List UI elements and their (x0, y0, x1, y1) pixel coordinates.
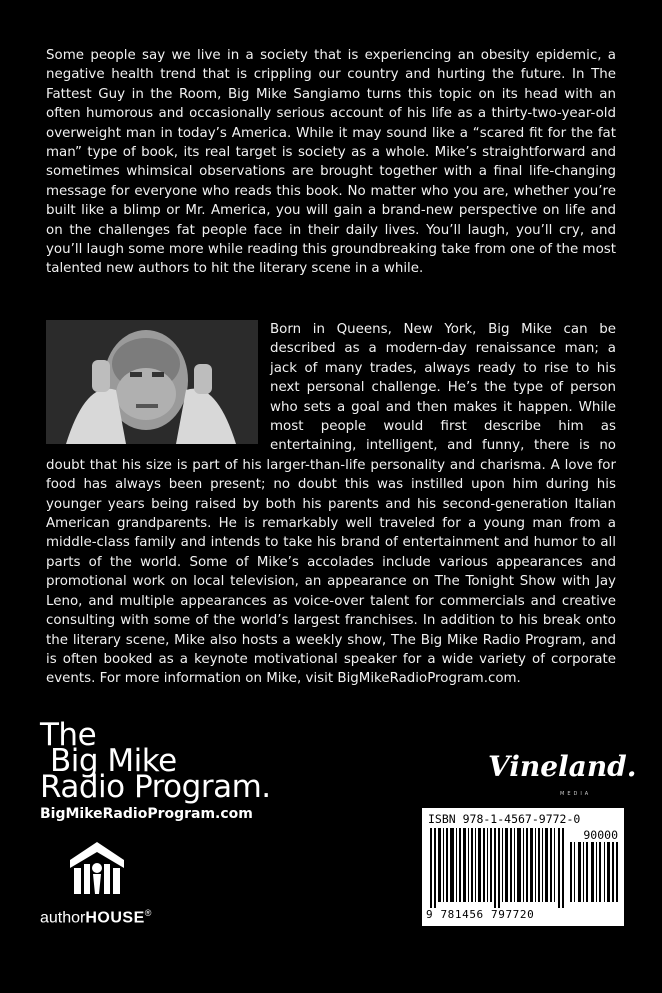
radio-logo-line3: Radio Program. (40, 769, 271, 805)
isbn-text: ISBN 978-1-4567-9772-0 (428, 812, 581, 826)
radio-program-url: BigMikeRadioProgram.com (40, 806, 253, 822)
imprint-logo: Vineland. (488, 750, 637, 783)
registered-mark: ® (144, 908, 152, 918)
imprint-sub: MEDIA (560, 791, 592, 797)
radio-logo-line1: The (40, 717, 97, 753)
price-bars (570, 842, 620, 902)
radio-logo-line2: Big Mike (50, 743, 177, 779)
publisher-name (40, 908, 151, 927)
author-photo-image (46, 320, 258, 444)
authorhouse-house-icon (66, 838, 128, 900)
ean-bars (428, 828, 568, 908)
author-bio-text: Born in Queens, New York, Big Mike can be described as a modern-day renaissance man; a jack of many trades, always ready to rise to his next personal challenge. He’s the type of person who sets a goal and then makes it happen. While most people would first describe him as entertaining, intelligent, and funny, there is no doubt that his size is part of his larger-than-life personality and charisma. A love for food has always been present; no doubt this was instilled upon him during his younger years being raised by both his parents and his second-generation Italian American grandparents. He is remarkably well traveled for a young man from a middle-class family and intends to take his brand of entertainment and humor to all parts of the world. Some of Mike’s accolades include various appearances and promotional work on local television, an appearance on The Tonight Show with Jay Leno, and multiple appearances as voice-over talent for commercials and creative consulting with some of the world’s largest franchises. In addition to his break onto the literary scene, Mike also hosts a weekly show, The Big Mike Radio Program, and is often booked as a keynote motivational speaker for a wide variety of corporate events. For more information on Mike, visit BigMikeRadioProgram.com. (46, 322, 616, 687)
author-photo (46, 320, 258, 444)
publisher-name-prefix: author (40, 909, 86, 927)
price-code: 90000 (583, 828, 618, 842)
book-blurb: Some people say we live in a society that is experiencing an obesity epidemic, a negative health trend that is crippling our country and hurting the future. In The Fattest Guy in the Room, Big Mike Sangiamo turns this topic on its head with an often humorous and occasionally serious account of his life as a thirty-two-year-old overweight man in today’s America. While it may sound like a “scared fit for the fat man” type of book, its real target is society as a whole. Mike’s straightforward and sometimes whimsical observations are brought together with a final life-changing message for everyone who reads this book. No matter who you are, whether you’re built like a blimp or Mr. America, you will gain a brand-new perspective on life and on the challenges fat people face in their daily lives. You’ll laugh, you’ll cry, and you’ll laugh some more while reading this groundbreaking take from one of the most talented new authors to hit the literary scene in a while. (46, 48, 616, 277)
radio-program-logo (40, 717, 271, 805)
author-bio-block (46, 320, 616, 689)
publisher-name-main: HOUSE (85, 909, 145, 927)
barcode (422, 808, 624, 926)
ean-number: 9 781456 797720 (426, 908, 535, 921)
